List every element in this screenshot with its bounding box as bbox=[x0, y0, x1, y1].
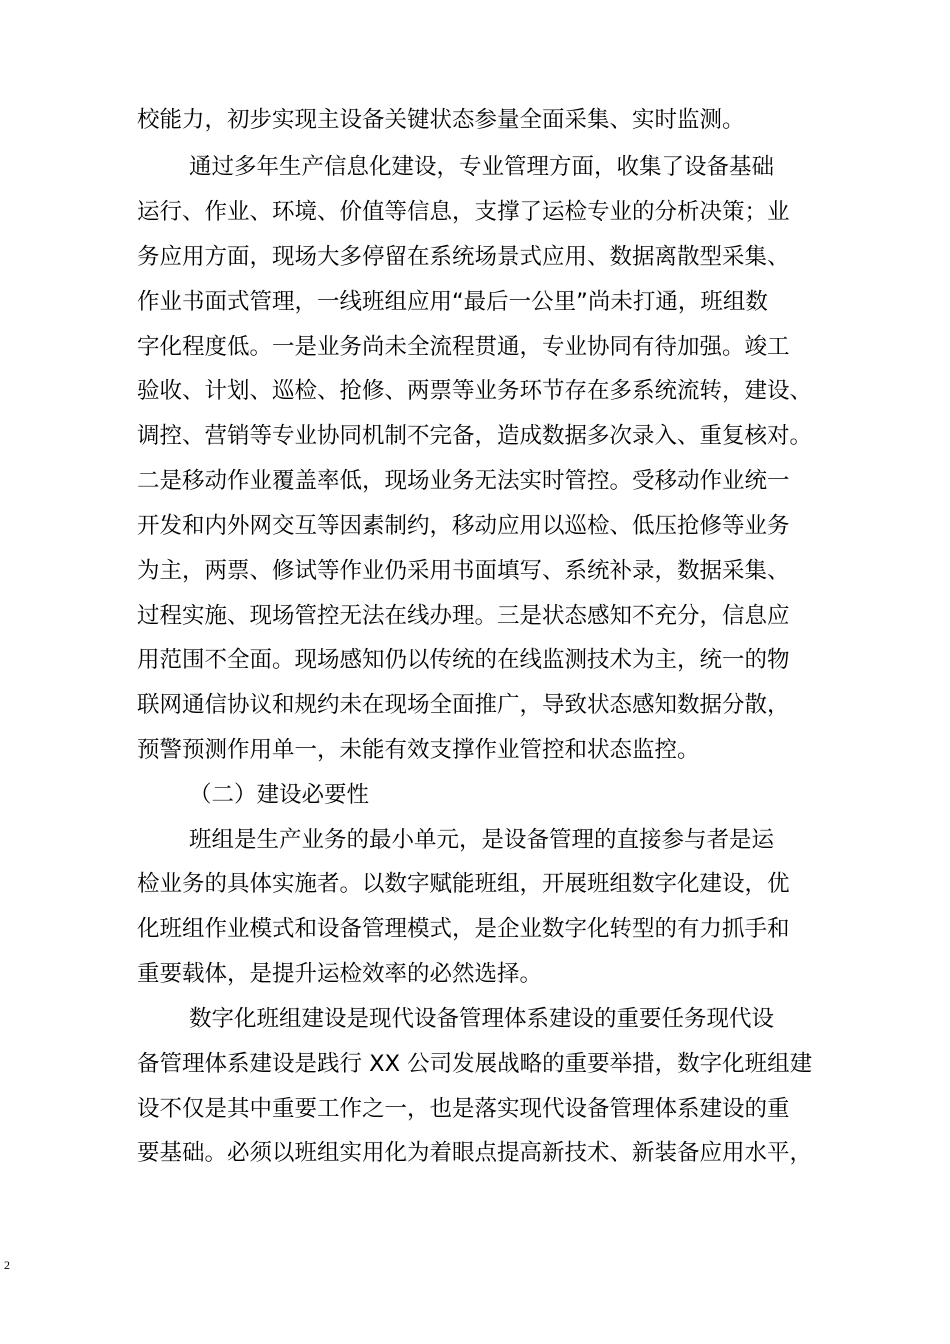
text-line: 务应用方面，现场大多停留在系统场景式应用、数据离散型采集、 bbox=[137, 244, 790, 270]
text-line: 化班组作业模式和设备管理模式，是企业数字化转型的有力抓手和 bbox=[137, 916, 790, 942]
text-line: 检业务的具体实施者。以数字赋能班组，开展班组数字化建设，优 bbox=[137, 871, 790, 897]
text-line: 设不仅是其中重要工作之一，也是落实现代设备管理体系建设的重 bbox=[137, 1096, 790, 1122]
text-line: 用范围不全面。现场感知仍以传统的在线监测技术为主，统一的物 bbox=[137, 647, 790, 673]
text-line: 过程实施、现场管控无法在线办理。三是状态感知不充分，信息应 bbox=[137, 603, 790, 629]
page-number: 2 bbox=[4, 1258, 10, 1272]
section-heading: （二）建设必要性 bbox=[189, 782, 370, 808]
text-line: 重要载体，是提升运检效率的必然选择。 bbox=[137, 961, 543, 987]
text-line: 校能力，初步实现主设备关键状态参量全面采集、实时监测。 bbox=[137, 107, 745, 133]
text-line: 开发和内外网交互等因素制约，移动应用以巡检、低压抢修等业务 bbox=[137, 513, 790, 539]
text-line: 验收、计划、巡检、抢修、两票等业务环节存在多系统流转，建设、 bbox=[137, 378, 813, 404]
text-line: 备管理体系建设是践行 XX 公司发展战略的重要举措，数字化班组建 bbox=[137, 1051, 813, 1077]
text-line: 为主，两票、修试等作业仍采用书面填写、系统补录，数据采集、 bbox=[137, 558, 790, 584]
text-line: 预警预测作用单一，未能有效支撑作业管控和状态监控。 bbox=[137, 737, 700, 763]
text-line: 二是移动作业覆盖率低，现场业务无法实时管控。受移动作业统一 bbox=[137, 468, 790, 494]
text-line: 通过多年生产信息化建设，专业管理方面，收集了设备基础 bbox=[189, 154, 775, 180]
text-line: 调控、营销等专业协同机制不完备，造成数据多次录入、重复核对。 bbox=[137, 423, 813, 449]
text-line: 作业书面式管理，一线班组应用“最后一公里”尚未打通，班组数 bbox=[137, 289, 768, 315]
text-line: 联网通信协议和规约未在现场全面推广，导致状态感知数据分散， bbox=[137, 692, 790, 718]
text-line: 数字化班组建设是现代设备管理体系建设的重要任务现代设 bbox=[189, 1006, 775, 1032]
text-line: 运行、作业、环境、价值等信息，支撑了运检专业的分析决策；业 bbox=[137, 199, 790, 225]
text-line: 字化程度低。一是业务尚未全流程贯通，专业协同有待加强。竣工 bbox=[137, 334, 790, 360]
text-line: 班组是生产业务的最小单元，是设备管理的直接参与者是运 bbox=[189, 827, 775, 853]
text-line: 要基础。必须以班组实用化为着眼点提高新技术、新装备应用水平， bbox=[137, 1140, 813, 1166]
